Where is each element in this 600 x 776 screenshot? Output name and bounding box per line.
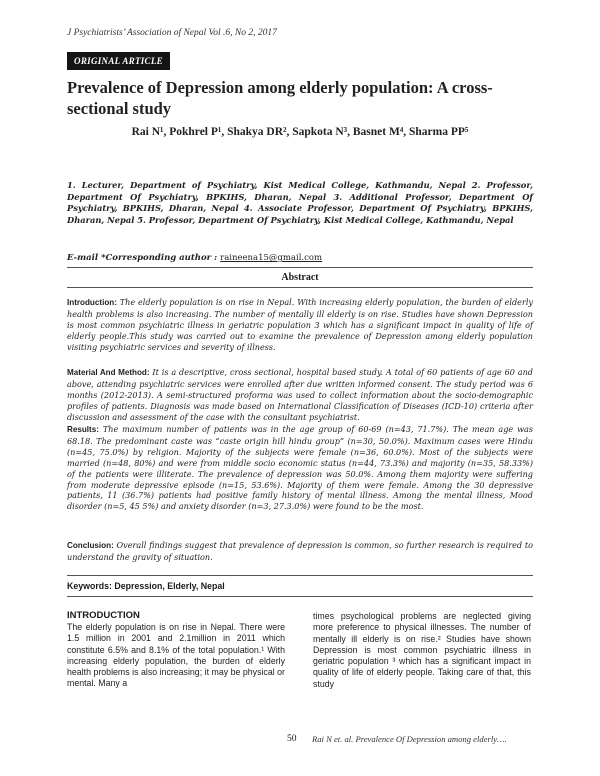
body-column-left: The elderly population is on rise in Nepal. There were 1.5 million in 2001 and 2.1million in 2011 which constitute 6.5% and 8.1% of the total population.¹ With increasing elderly population, the burden of elderly health problems is also increasing; it may be physical or mental. Many a <box>67 622 285 689</box>
email-link[interactable]: raineena15@gmail.com <box>220 253 323 263</box>
keywords-top-rule <box>67 575 533 576</box>
body-column-right: times psychological problems are neglected giving more preference to physical illnesses. The number of mentally ill elderly is on rise.² Studies have shown Depression is most common psychiatric illness in geriatric population ³ which has a significant impact in quality of life of elderly people. Taking care of that, this study <box>313 611 531 689</box>
conclusion-label: Conclusion: <box>67 541 114 550</box>
keywords-bottom-rule <box>67 596 533 597</box>
article-type-badge: ORIGINAL ARTICLE <box>67 52 170 70</box>
methods-label: Material And Method: <box>67 368 150 377</box>
abstract-heading-rule <box>67 287 533 288</box>
introduction-text: The elderly population is on rise in Nepal. With increasing elderly population, the burden of elderly health problems is also increasing. The number of mentally ill elderly is on rise. Studies have shown Depression is most common psychiatric illness in geriatric population 3 which has a significant impact in quality of life of elderly people.This study was carried out to examine the prevalence of Depression among elderly population visiting psychiatric services and severity of illness. <box>67 297 534 352</box>
corresponding-email <box>67 253 322 263</box>
abstract-top-rule <box>67 267 533 268</box>
affiliations: 1. Lecturer, Department of Psychiatry, Kist Medical College, Kathmandu, Nepal 2. Professor, Department Of Psychiatry, BPKIHS, Dharan, Nepal 3. Additional Professor, Department Of Psychiatry, BPKIHS, Dharan, Nepal 4. Associate Professor, Department Of Psychiatry, BPKIHS, Dharan, Nepal 5. Professor, Department Of Psychiatry, Kist Medical College, Kathmandu, Nepal <box>67 180 533 225</box>
methods-text: It is a descriptive, cross sectional, hospital based study. A total of 60 patients of age 60 and above, attending psychiatric services were enrolled after due written informed consent. The study period was 6 months (2012-2013). A semi-structured proforma was used to collect information about the socio-demographic profiles of patients. Diagnosis was made based on International Classification of Diseases (ICD-10) criteria after discussion and assessment of the case with the consultant psychiatrist. <box>67 367 533 422</box>
abstract-heading: Abstract <box>281 272 319 283</box>
keywords: Keywords: Depression, Elderly, Nepal <box>67 581 225 591</box>
article-title: Prevalence of Depression among elderly population: A cross-sectional study <box>67 78 493 118</box>
results-label: Results: <box>67 425 99 434</box>
introduction-heading: INTRODUCTION <box>67 610 140 621</box>
author-list: Rai N¹, Pokhrel P¹, Shakya DR², Sapkota N³, Basnet M⁴, Sharma PP⁵ <box>131 126 469 138</box>
page-number: 50 <box>287 734 297 744</box>
abstract-conclusion <box>67 540 533 563</box>
email-label: E-mail *Corresponding author : <box>67 253 221 263</box>
conclusion-text: Overall findings suggest that prevalence of depression is common, so further research is required to understand the gravity of situation. <box>67 540 533 562</box>
abstract-introduction <box>67 297 533 353</box>
journal-citation: J Psychiatrists’ Association of Nepal Vol .6, No 2, 2017 <box>67 28 277 38</box>
abstract-results <box>67 424 533 512</box>
abstract-methods <box>67 367 533 423</box>
introduction-label: Introduction: <box>67 298 117 307</box>
results-text: The maximum number of patients was in the age group of 60-69 (n=43, 71.7%). The mean age was 68.18. The predominant caste was “caste origin hill hindu group” (n=30, 50.0%). Maximum cases were Hindu (n=45, 75.0%) by religion. Majority of the subjects were female (n=36, 60.0%). Most of the subjects were married (n=48, 80%) and were from middle socio economic status (n=44, 73.3%) and majority (n=35, 58.33%) of the patients were illiterate. The prevalence of depression was 50.0%. Among them majority were suffering from moderate depressive episode (n=15, 53.6%). Majority of them were female. Among the 30 depressive patients, 11 (36.7%) patients had positive family history of mental illness. Among the mental illness, Mood disorder (n=5, 45 5%) and anxiety disorder (n=3, 27.3.0%) were found to be the most. <box>67 424 533 512</box>
running-footer: Rai N et. al. Prevalence Of Depression among elderly…. <box>312 734 507 744</box>
